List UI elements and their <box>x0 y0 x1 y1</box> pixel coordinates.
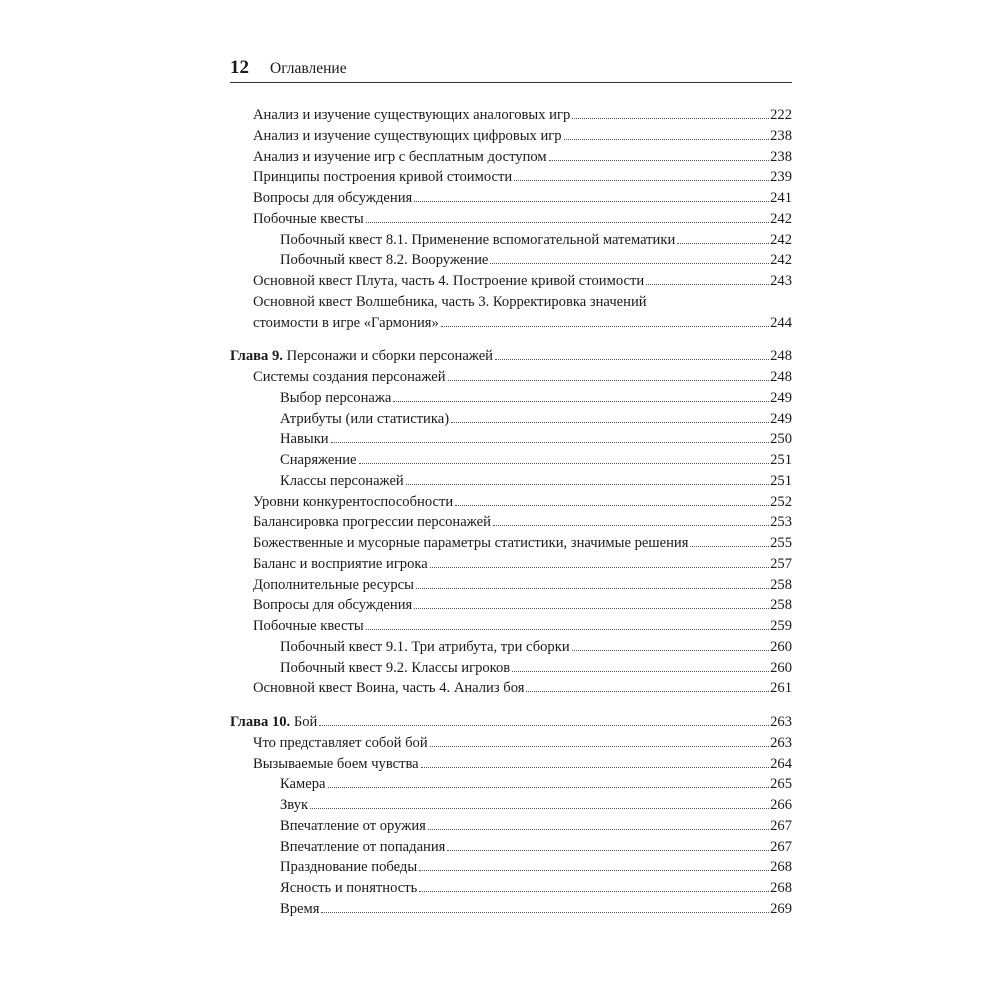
dot-leader <box>416 588 769 589</box>
toc-entry-title: Классы персонажей <box>280 472 404 489</box>
toc-entry-page: 257 <box>770 555 792 572</box>
dot-leader <box>564 139 770 140</box>
dot-leader <box>572 118 769 119</box>
dot-leader <box>414 608 769 609</box>
toc-entry-title: Навыки <box>280 431 329 448</box>
toc-entry[interactable] <box>230 733 792 754</box>
toc-entry-title: Снаряжение <box>280 452 357 468</box>
toc-entry-title: Побочный квест 8.1. Применение вспомогательной математики <box>280 231 676 248</box>
toc-entry-title: Персонажи и сборки персонажей <box>286 348 493 365</box>
dot-leader <box>406 484 769 485</box>
toc-entry[interactable] <box>230 209 792 230</box>
toc-entry-title: Уровни конкурентоспособности <box>253 493 454 510</box>
toc-entry[interactable] <box>230 512 792 533</box>
toc-entry[interactable] <box>230 837 792 858</box>
toc-entry-title: Празднование победы <box>280 859 418 876</box>
chapter-label: Глава 10. <box>230 714 291 730</box>
dot-leader <box>549 160 769 161</box>
toc-entry-title: Основной квест Воина, часть 4. Анализ боя <box>253 680 525 697</box>
toc-entry[interactable] <box>230 471 792 492</box>
toc-entry[interactable] <box>230 616 792 637</box>
dot-leader <box>514 180 769 181</box>
toc-entry-title: Побочные квесты <box>253 618 364 634</box>
toc-entry-title: Побочный квест 9.1. Три атрибута, три сборки <box>280 638 570 655</box>
toc-entry-title: Вызываемые боем чувства <box>253 755 419 772</box>
toc-entry-title: Дополнительные ресурсы <box>253 576 414 593</box>
dot-leader <box>572 650 769 651</box>
toc-entry[interactable] <box>230 367 792 388</box>
toc-entry[interactable] <box>230 230 792 251</box>
toc-entry-page: 268 <box>770 880 792 896</box>
toc-entry-title-line1: Основной квест Волшебника, часть 3. Корректировка значений <box>253 293 647 310</box>
toc-chapter-entry[interactable] <box>230 346 792 367</box>
dot-leader <box>366 222 769 223</box>
toc-entry-page: 266 <box>770 797 792 813</box>
toc-entry-title: Выбор персонажа <box>280 389 392 406</box>
dot-leader <box>447 850 769 851</box>
dot-leader <box>310 808 769 809</box>
toc-entry-title: Побочный квест 8.2. Вооружение <box>280 252 489 269</box>
toc-entry-title: Время <box>280 900 320 917</box>
toc-entry-page: 263 <box>770 714 792 730</box>
dot-leader <box>441 326 769 327</box>
dot-leader <box>331 442 769 443</box>
running-header <box>230 56 792 83</box>
toc-entry-page: 259 <box>770 618 792 634</box>
toc-entry-title: Балансировка прогрессии персонажей <box>253 514 491 531</box>
toc-entry[interactable] <box>230 678 792 699</box>
toc-entry-title: Анализ и изучение существующих цифровых игр <box>253 127 562 144</box>
toc-entry-title: Звук <box>280 797 309 813</box>
dot-leader <box>319 725 769 726</box>
toc-entry-title: Побочные квесты <box>253 210 364 227</box>
toc-entry-page: 258 <box>770 597 792 614</box>
toc-entry-page: 238 <box>770 127 792 144</box>
toc-entry-page: 238 <box>770 148 792 165</box>
toc-entry-page: 260 <box>770 638 792 655</box>
dot-leader <box>321 912 769 913</box>
toc-entry[interactable] <box>230 857 792 878</box>
toc-entry-page: 239 <box>770 169 792 186</box>
toc-entry-page: 248 <box>770 348 792 365</box>
toc-entry-page: 263 <box>770 734 792 751</box>
toc-entry-page: 268 <box>770 859 792 876</box>
toc-entry-title: Бой <box>293 714 318 730</box>
toc-entry-page: 222 <box>770 107 792 123</box>
dot-leader <box>393 401 769 402</box>
toc-entry[interactable] <box>230 271 792 292</box>
toc-entry-page: 243 <box>770 273 792 289</box>
dot-leader <box>451 422 769 423</box>
toc-entry-page: 269 <box>770 900 792 917</box>
toc-entry-title: Вопросы для обсуждения <box>253 190 413 206</box>
toc-entry[interactable] <box>230 878 792 899</box>
toc-entry-title: Вопросы для обсуждения <box>253 597 413 614</box>
dot-leader <box>428 829 769 830</box>
dot-leader <box>414 201 769 202</box>
toc-entry-page: 242 <box>770 210 792 227</box>
toc-entry-title-line2: стоимости в игре «Гармония» <box>253 314 439 331</box>
toc-entry[interactable] <box>230 126 792 147</box>
toc-entry-page: 267 <box>770 817 792 834</box>
toc-entry-title: Принципы построения кривой стоимости <box>253 169 513 186</box>
toc-entry-page: 242 <box>770 231 792 248</box>
toc-entry[interactable] <box>230 429 792 450</box>
toc-entry-page: 250 <box>770 431 792 448</box>
toc-entry-page: 264 <box>770 755 792 772</box>
toc-entry[interactable] <box>230 292 792 334</box>
toc-entry-page: 261 <box>770 680 792 697</box>
dot-leader <box>646 284 769 285</box>
toc-entry[interactable] <box>230 658 792 679</box>
dot-leader <box>455 505 769 506</box>
toc-entry-title: Основной квест Плута, часть 4. Построение кривой стоимости <box>253 273 645 289</box>
toc-entry-page: 251 <box>770 472 792 489</box>
toc-entry-title: Впечатление от попадания <box>280 838 446 855</box>
dot-leader <box>448 380 770 381</box>
toc-entry-page: 258 <box>770 576 792 593</box>
toc-chapter-entry[interactable] <box>230 712 792 733</box>
toc-entry[interactable] <box>230 754 792 775</box>
toc-entry[interactable] <box>230 409 792 430</box>
toc-entry-title: Камера <box>280 776 326 793</box>
toc-entry[interactable] <box>230 795 792 816</box>
dot-leader <box>419 891 769 892</box>
page-number: 12 <box>230 57 249 78</box>
toc-entry-title: Анализ и изучение существующих аналоговых игр <box>253 107 571 123</box>
toc-entry[interactable] <box>230 147 792 168</box>
toc-entry[interactable] <box>230 533 792 554</box>
toc-entry-page: 251 <box>770 452 792 468</box>
toc-entry[interactable] <box>230 595 792 616</box>
toc-entry[interactable] <box>230 492 792 513</box>
dot-leader <box>366 629 769 630</box>
toc-entry-page: 252 <box>770 493 792 510</box>
toc-entry-page: 255 <box>770 535 792 551</box>
toc-entry[interactable] <box>230 637 792 658</box>
toc-entry-page: 253 <box>770 514 792 531</box>
toc-entry-title: Системы создания персонажей <box>253 369 446 385</box>
toc-entry-page: 260 <box>770 659 792 676</box>
toc-entry[interactable] <box>230 188 792 209</box>
dot-leader <box>677 243 769 244</box>
toc-entry[interactable] <box>230 774 792 795</box>
toc-entry[interactable] <box>230 388 792 409</box>
dot-leader <box>493 525 769 526</box>
toc-entry-page: 265 <box>770 776 792 793</box>
dot-leader <box>328 787 770 788</box>
dot-leader <box>526 691 769 692</box>
toc-entry-page: 242 <box>770 252 792 269</box>
toc-entry-page: 249 <box>770 410 792 427</box>
toc-entry-page: 267 <box>770 838 792 855</box>
toc-entry-title: Ясность и понятность <box>280 880 418 896</box>
toc-entry-page: 241 <box>770 190 792 206</box>
toc-entry[interactable] <box>230 167 792 188</box>
toc-entry-title: Божественные и мусорные параметры статистики, значимые решения <box>253 535 689 551</box>
toc-entry[interactable] <box>230 554 792 575</box>
toc-entry[interactable] <box>230 250 792 271</box>
chapter-label: Глава 9. <box>230 348 283 365</box>
dot-leader <box>512 671 769 672</box>
toc-entry[interactable] <box>230 105 792 126</box>
dot-leader <box>430 567 769 568</box>
toc-entry-title: Побочный квест 9.2. Классы игроков <box>280 659 511 676</box>
toc-entry-page: 248 <box>770 369 792 385</box>
toc-entry-page: 249 <box>770 389 792 406</box>
dot-leader <box>495 359 769 360</box>
dot-leader <box>419 870 769 871</box>
toc-entry-title: Впечатление от оружия <box>280 817 426 834</box>
dot-leader <box>359 463 770 464</box>
running-title: Оглавление <box>270 60 347 77</box>
dot-leader <box>690 546 769 547</box>
toc-entry-title: Атрибуты (или статистика) <box>280 410 450 427</box>
toc-entry-title: Анализ и изучение игр с бесплатным доступом <box>253 148 547 165</box>
toc-entry-page: 244 <box>770 314 792 331</box>
toc-entry[interactable] <box>230 816 792 837</box>
toc-entry[interactable] <box>230 575 792 596</box>
table-of-contents <box>230 105 792 920</box>
toc-entry[interactable] <box>230 899 792 920</box>
toc-entry-title: Что представляет собой бой <box>253 734 428 751</box>
dot-leader <box>490 263 769 264</box>
dot-leader <box>430 746 769 747</box>
toc-entry[interactable] <box>230 450 792 471</box>
dot-leader <box>421 767 769 768</box>
toc-entry-title: Баланс и восприятие игрока <box>253 555 428 572</box>
